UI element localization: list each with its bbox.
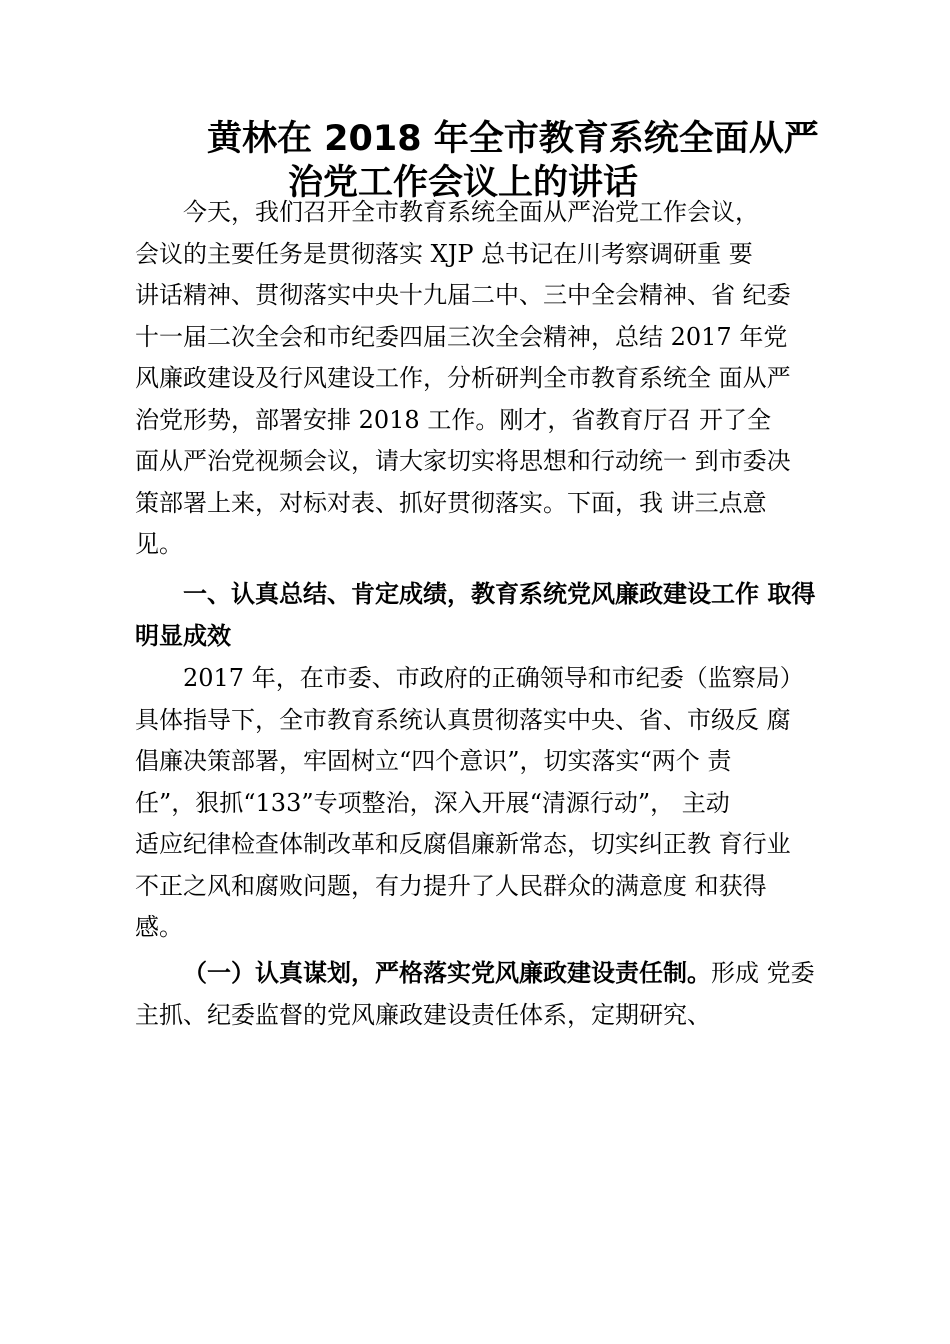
paragraph-subsection-1: [135, 953, 835, 1036]
text-line: 主抓、纪委监督的党风廉政建设责任体系，定期研究、: [135, 1000, 711, 1029]
text-line: 风廉政建设及行风建设工作，分析研判全市教育系统全 面从严: [135, 364, 791, 392]
subsection-text: 形成 党委: [711, 959, 815, 987]
section-heading-1: [135, 574, 835, 657]
text-line: 面从严治党视频会议，请大家切实将思想和行动统一 到市委决: [135, 447, 791, 475]
text-line: [135, 953, 835, 995]
heading-line: 一、认真总结、肯定成绩，教育系统党风廉政建设工作 取得: [183, 580, 816, 608]
text-line: 适应纪律检查体制改革和反腐倡廉新常态，切实纠正教 育行业: [135, 830, 791, 858]
text-line: 见。: [135, 530, 183, 558]
paragraph-2017-summary: [135, 658, 835, 949]
document-title-line-1: 黄林在 2018 年全市教育系统全面从严: [207, 119, 819, 159]
subsection-heading: （一）认真谋划，严格落实党风廉政建设责任制。: [183, 959, 711, 987]
text-line: 会议的主要任务是贯彻落实 XJP 总书记在川考察调研重 要: [135, 239, 753, 268]
text-line: 不正之风和腐败问题，有力提升了人民群众的满意度 和获得: [135, 871, 767, 900]
document-title-line-2: 治党工作会议上的讲话: [288, 163, 639, 203]
text-line: 2017 年，在市委、市政府的正确领导和市纪委（监察局）: [183, 664, 804, 692]
text-line: 讲话精神、贯彻落实中央十九届二中、三中全会精神、省 纪委: [135, 281, 791, 309]
text-line: 倡廉决策部署，牢固树立“四个意识”，切实落实“两个 责: [135, 747, 732, 775]
text-line: 策部署上来，对标对表、抓好贯彻落实。下面，我 讲三点意: [135, 488, 767, 517]
text-line: 任”，狠抓“133”专项整治，深入开展“清源行动”， 主动: [135, 788, 730, 817]
text-line: 今天，我们召开全市教育系统全面从严治党工作会议，: [183, 198, 759, 226]
text-line: 治党形势，部署安排 2018 工作。刚才，省教育厅召 开了全: [135, 405, 771, 434]
text-line: 具体指导下，全市教育系统认真贯彻落实中央、省、市级反 腐: [135, 705, 791, 734]
text-line: 十一届二次全会和市纪委四届三次全会精神，总结 2017 年党: [135, 322, 788, 351]
heading-line: 明显成效: [135, 621, 231, 650]
paragraph-intro: [135, 192, 835, 566]
text-line: 感。: [135, 913, 183, 941]
